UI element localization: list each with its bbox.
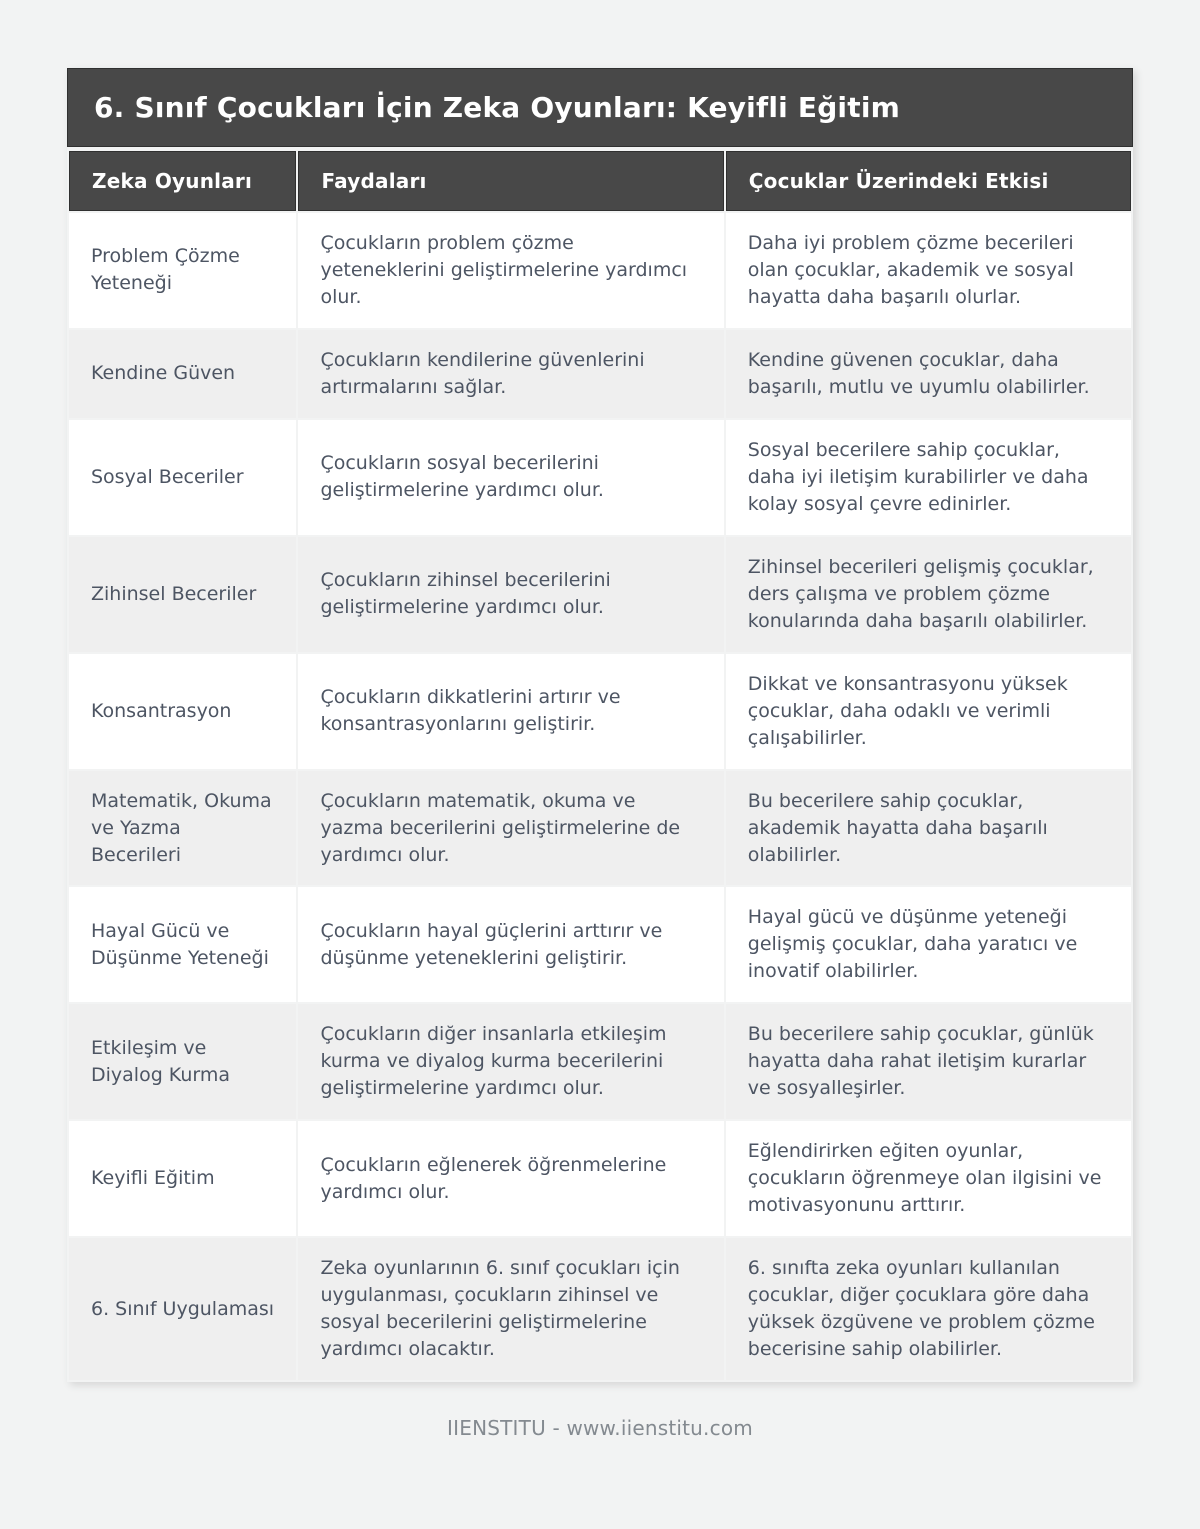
table-row	[69, 887, 1131, 1002]
table-header-row	[69, 151, 1131, 211]
cell-effect: Bu becerilere sahip çocuklar, akademik hayatta daha başarılı olabilirler.	[726, 771, 1131, 886]
cell-game: 6. Sınıf Uygulaması	[69, 1238, 296, 1380]
cell-game: Kendine Güven	[69, 330, 296, 418]
cell-benefit: Zeka oyunlarının 6. sınıf çocukları için uygulanması, çocukların zihinsel ve sosyal becerilerini geliştirmelerine yardımcı olacaktır.	[298, 1238, 723, 1380]
cell-game: Hayal Gücü ve Düşünme Yeteneği	[69, 887, 296, 1002]
table-row	[69, 654, 1131, 769]
cell-effect: Bu becerilere sahip çocuklar, günlük hayatta daha rahat iletişim kurarlar ve sosyalleşirler.	[726, 1004, 1131, 1119]
cell-game: Etkileşim ve Diyalog Kurma	[69, 1004, 296, 1119]
table-row	[69, 1121, 1131, 1236]
table-row	[69, 330, 1131, 418]
cell-benefit: Çocukların diğer insanlarla etkileşim kurma ve diyalog kurma becerilerini geliştirmelerine yardımcı olur.	[298, 1004, 723, 1119]
cell-game: Matematik, Okuma ve Yazma Becerileri	[69, 771, 296, 886]
content-card	[67, 68, 1133, 1382]
cell-benefit: Çocukların eğlenerek öğrenmelerine yardımcı olur.	[298, 1121, 723, 1236]
cell-game: Zihinsel Beceriler	[69, 537, 296, 652]
cell-benefit: Çocukların dikkatlerini artırır ve konsantrasyonlarını geliştirir.	[298, 654, 723, 769]
cell-game: Konsantrasyon	[69, 654, 296, 769]
cell-benefit: Çocukların hayal güçlerini arttırır ve düşünme yeteneklerini geliştirir.	[298, 887, 723, 1002]
cell-game: Problem Çözme Yeteneği	[69, 213, 296, 328]
cell-effect: Zihinsel becerileri gelişmiş çocuklar, ders çalışma ve problem çözme konularında daha başarılı olabilirler.	[726, 537, 1131, 652]
cell-effect: Hayal gücü ve düşünme yeteneği gelişmiş çocuklar, daha yaratıcı ve inovatif olabilirler.	[726, 887, 1131, 1002]
page-title: 6. Sınıf Çocukları İçin Zeka Oyunları: Keyifli Eğitim	[67, 68, 1133, 147]
cell-game: Keyifli Eğitim	[69, 1121, 296, 1236]
column-header-zeka-oyunlari: Zeka Oyunları	[69, 151, 296, 211]
cell-effect: 6. sınıfta zeka oyunları kullanılan çocuklar, diğer çocuklara göre daha yüksek özgüvene ve problem çözme becerisine sahip olabilirler.	[726, 1238, 1131, 1380]
zeka-oyunlari-table	[67, 149, 1133, 1382]
cell-effect: Daha iyi problem çözme becerileri olan çocuklar, akademik ve sosyal hayatta daha başarılı olurlar.	[726, 213, 1131, 328]
cell-benefit: Çocukların problem çözme yeteneklerini geliştirmelerine yardımcı olur.	[298, 213, 723, 328]
cell-effect: Eğlendirirken eğiten oyunlar, çocukların öğrenmeye olan ilgisini ve motivasyonunu arttırır.	[726, 1121, 1131, 1236]
table-row	[69, 1004, 1131, 1119]
table-row	[69, 537, 1131, 652]
cell-effect: Sosyal becerilere sahip çocuklar, daha iyi iletişim kurabilirler ve daha kolay sosyal çevre edinirler.	[726, 420, 1131, 535]
cell-benefit: Çocukların matematik, okuma ve yazma becerilerini geliştirmelerine de yardımcı olur.	[298, 771, 723, 886]
cell-effect: Kendine güvenen çocuklar, daha başarılı, mutlu ve uyumlu olabilirler.	[726, 330, 1131, 418]
table-row	[69, 213, 1131, 328]
footer-branding: IIENSTITU - www.iienstitu.com	[447, 1416, 753, 1441]
table-row	[69, 771, 1131, 886]
column-header-cocuklar-uzerindeki-etkisi: Çocuklar Üzerindeki Etkisi	[726, 151, 1131, 211]
cell-effect: Dikkat ve konsantrasyonu yüksek çocuklar, daha odaklı ve verimli çalışabilirler.	[726, 654, 1131, 769]
cell-benefit: Çocukların kendilerine güvenlerini artırmalarını sağlar.	[298, 330, 723, 418]
table-row	[69, 1238, 1131, 1380]
cell-benefit: Çocukların sosyal becerilerini geliştirmelerine yardımcı olur.	[298, 420, 723, 535]
column-header-faydalari: Faydaları	[298, 151, 723, 211]
cell-game: Sosyal Beceriler	[69, 420, 296, 535]
table-row	[69, 420, 1131, 535]
cell-benefit: Çocukların zihinsel becerilerini geliştirmelerine yardımcı olur.	[298, 537, 723, 652]
